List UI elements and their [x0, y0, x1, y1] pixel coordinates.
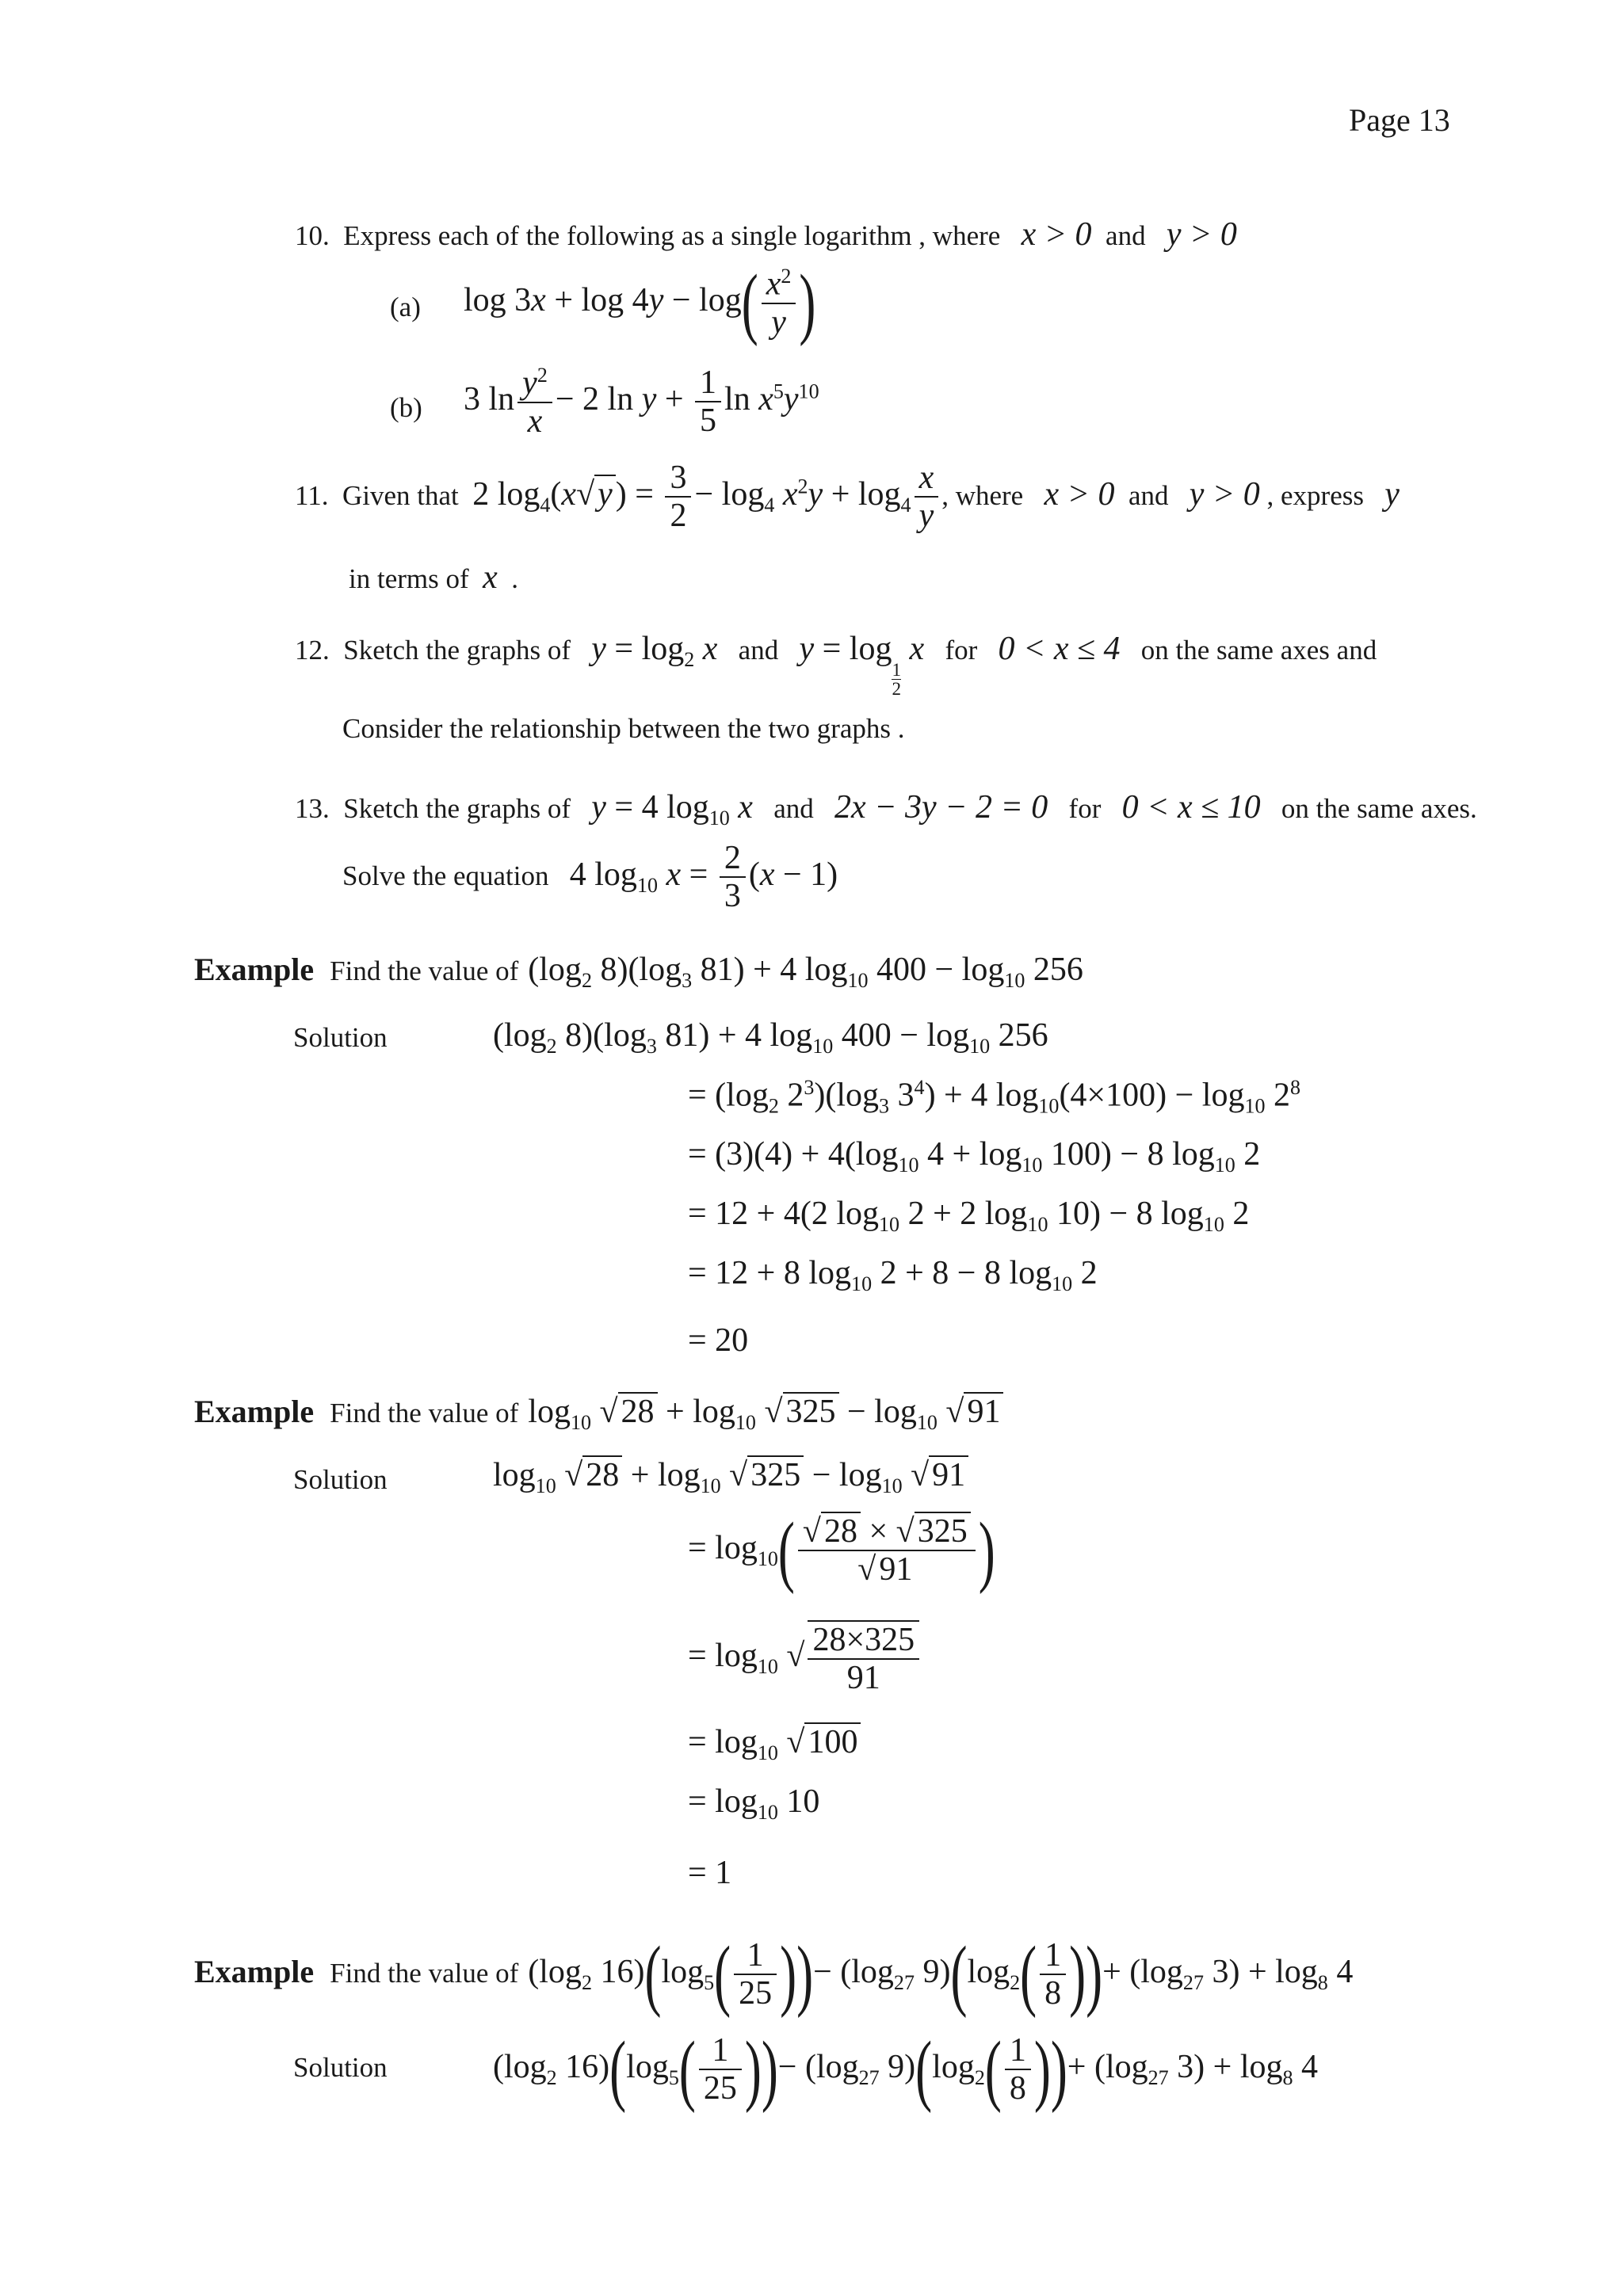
condition: x > 0 — [1044, 475, 1115, 513]
solution-line: = $\log_{10} √100$ — [688, 1723, 861, 1765]
expression: ($\log_2$ $8)(\log_3$ 81) + 4 $\log_{10} 400 - \log_{10} 256$ — [528, 952, 1083, 993]
solution-line: = $(3)(4) + 4(\log_{10}$ $4 + \log_{10} 100) - 8$ $\log_{10} 2$ — [688, 1136, 1261, 1177]
function-1: $y = \log_2 x$ — [591, 631, 718, 672]
example-prompt: Find the value of — [330, 955, 519, 986]
question-11 — [295, 460, 1400, 534]
question-text: Sketch the graphs of — [343, 635, 571, 666]
page-number: Page 13 — [1349, 102, 1450, 138]
solution-line: ($\log_2$ $8)(\log_3$ 81) + 4 $\log_{10} 400 - \log_{10} 256$ — [493, 1017, 1048, 1058]
question-text: on the same axes. — [1281, 793, 1477, 824]
question-number: 12. — [295, 635, 330, 666]
variable: y — [1384, 475, 1400, 513]
question-text: Sketch the graphs of — [343, 793, 571, 824]
variable: x — [483, 559, 498, 596]
equation: 4 $\log_{10} x$ = $\frac{2}{3}$ (x − 1) — [569, 840, 838, 915]
expression: ($\log_2$ $16)(\log_5$( $\frac{1}{25}$ ))− ($\log_{27}$ $9)(\log_2$( $\frac{1}{8}$ ))+ ($\log_{27}$ $3) + \log_8 4$ — [528, 1929, 1354, 2019]
question-text: in terms of — [349, 563, 469, 594]
example-1-header — [194, 951, 1083, 993]
solution-line: ($\log_2$ $16)(\log_5$( $\frac{1}{25}$ ))− ($\log_{27}$ $9)(\log_2$( $\frac{1}{8}$ ))+ ($\log_{27}$ $3) + \log_8 4$ — [493, 2024, 1319, 2114]
question-10 — [295, 215, 1237, 254]
solution-line: = $\log_{10} 10$ — [688, 1783, 820, 1825]
expression: $\log_{10} √28 + \log_{10} √325 - \log_{10} √91$ — [528, 1394, 1003, 1430]
solution-line: = 12 + 4(2 $\log_{10} 2 + 2$ $\log_{10} 10) - 8$ $\log_{10} 2$ — [688, 1196, 1250, 1237]
example-prompt: Find the value of — [330, 1957, 519, 1989]
example-label: Example — [194, 1953, 315, 1989]
connector: and — [1128, 479, 1169, 511]
solution-line: = $\log_{10}$ √ $\frac{28\times 325}{91}$ — [688, 1620, 922, 1696]
question-text: Solve the equation — [342, 860, 549, 891]
example-label: Example — [194, 952, 315, 987]
solution-line: $\log_{10} √28 + \log_{10} √325 - \log_{10} √91$ — [493, 1456, 968, 1498]
equation: 2 $\log_4(x√y)$ = $\frac{3}{2}$ − $\log_4 x^2y + \log_4$ $\frac{x}{y}$ — [472, 476, 941, 513]
question-11-continuation — [349, 559, 518, 597]
connector: and — [773, 793, 814, 824]
question-number: 13. — [295, 793, 330, 824]
connector: and — [1106, 220, 1146, 251]
example-prompt: Find the value of — [330, 1398, 519, 1428]
part-label: (b) — [390, 392, 422, 423]
question-text: Given that — [342, 479, 459, 511]
connector: and — [738, 635, 779, 666]
condition: x > 0 — [1021, 216, 1092, 253]
solution-line: = ($\log_2$ $2^3)(\log_3$ $3^4) + 4$ $\log_{10}(4\times 100) - \log_{10} 2^8$ — [688, 1076, 1300, 1118]
solution-line: = 12 + 8 $\log_{10} 2 + 8 - 8$ $\log_{10} 2$ — [688, 1255, 1098, 1296]
question-13-continuation — [342, 840, 838, 914]
question-12-continuation: Consider the relationship between the two graphs . — [342, 713, 905, 744]
solution-label: Solution — [293, 2052, 388, 2083]
question-12 — [295, 630, 1377, 698]
condition: y > 0 — [1166, 216, 1237, 253]
connector: for — [945, 635, 978, 666]
function-2: y = log $\frac{1}{2}$ x — [799, 631, 925, 699]
question-text: on the same axes and — [1140, 635, 1377, 666]
example-3-header — [194, 1929, 1354, 2019]
solution-line: = $\log_{10}$( $\frac{√28 \times √325}{√91}$ ) — [688, 1505, 995, 1595]
example-2-header — [194, 1393, 1003, 1435]
expression-10b: 3 ln $\frac{y^2}{x}$ − 2 ln y + $\frac{1}{5}$ $\ln x^5y^{10}$ — [464, 364, 819, 440]
connector: for — [1068, 793, 1102, 824]
part-label: (a) — [390, 292, 421, 322]
function-1: y = 4 $\log_{10} x$ — [591, 789, 753, 830]
question-number: 10. — [295, 220, 330, 251]
function-2: 2x − 3y − 2 = 0 — [834, 789, 1048, 826]
range: 0 < x ≤ 4 — [998, 631, 1121, 667]
question-13 — [295, 788, 1477, 830]
range: 0 < x ≤ 10 — [1121, 789, 1261, 826]
expression-10a: log 3x + log 4y − log( $\frac{x^2}{y}$ ) — [464, 257, 816, 347]
solution-result: = 20 — [688, 1322, 749, 1359]
question-text: Express each of the following as a single logarithm , where — [343, 220, 1001, 251]
question-number: 11. — [295, 479, 329, 511]
condition: y > 0 — [1189, 475, 1260, 513]
connector: , express — [1266, 479, 1364, 511]
solution-result: = 1 — [688, 1855, 732, 1891]
solution-label: Solution — [293, 1464, 388, 1495]
solution-label: Solution — [293, 1022, 388, 1053]
example-label: Example — [194, 1394, 315, 1429]
connector: , where — [941, 479, 1024, 511]
punctuation: . — [511, 563, 519, 594]
